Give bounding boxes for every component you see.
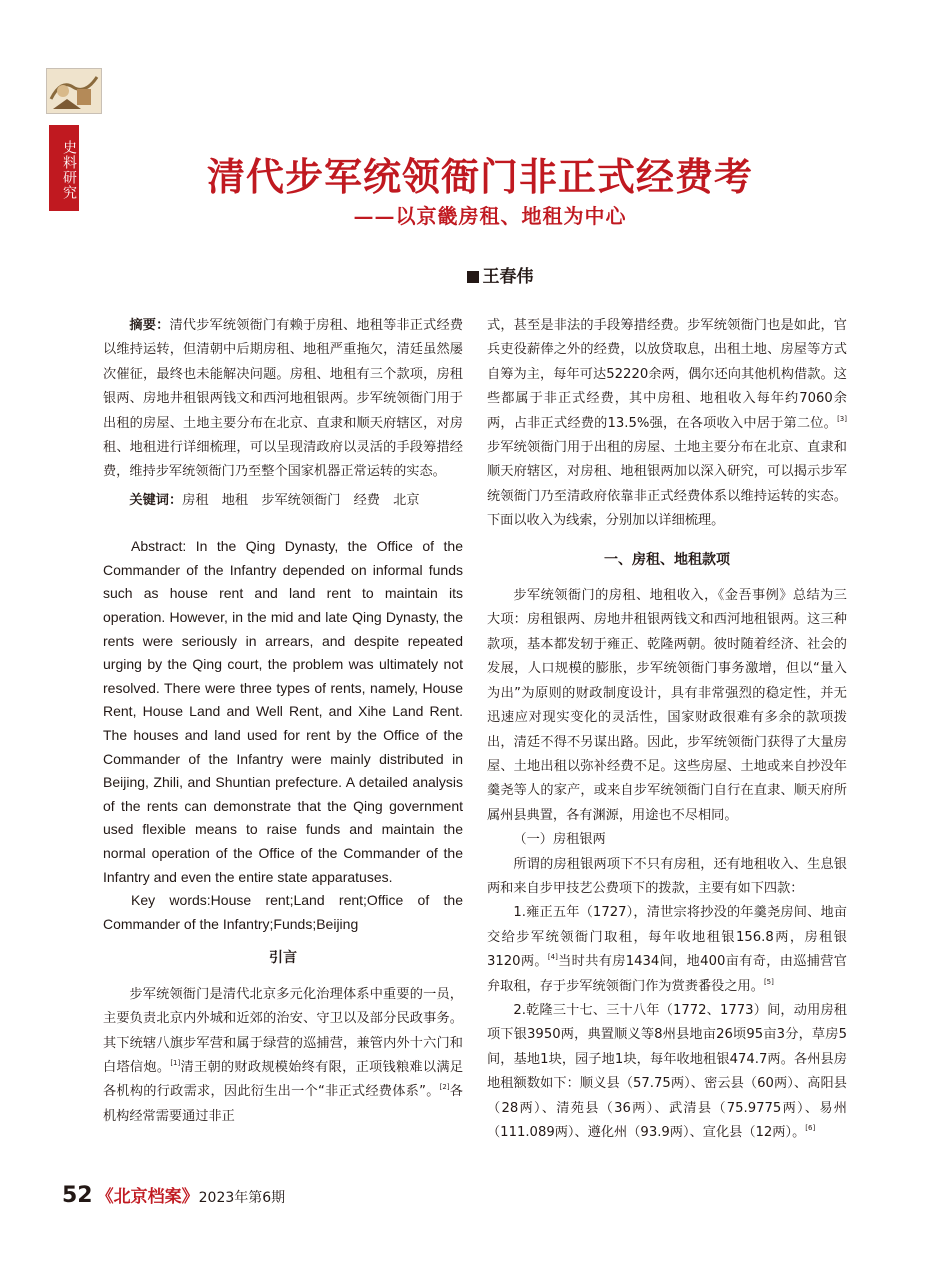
citation-1: [1] <box>170 1058 181 1067</box>
citation-6: [6] <box>805 1124 816 1132</box>
body-paragraph-3: 所谓的房租银两项下不只有房租，还有地租收入、生息银两和来自步甲技艺公费项下的拨款，主要有如下四款： <box>487 856 847 896</box>
journal-issue: 2023年第6期 <box>198 1190 286 1206</box>
page-footer <box>62 1182 285 1208</box>
left-column <box>103 314 463 1129</box>
subsection-heading-1: （一）房租银两 <box>513 832 606 848</box>
citation-3: [3] <box>837 414 847 423</box>
keywords-label: 关键词： <box>129 492 183 508</box>
intro-text-3: 各机构经常需要通过非正 <box>103 1084 463 1124</box>
citation-5: [5] <box>763 977 774 986</box>
body-text-4a: 1.雍正五年（1727），清世宗将抄没的年羹尧房间、地亩交给步军统领衙门取租，每年收地租银156.8两，房租银3120两。 <box>487 905 847 970</box>
body-paragraph-2: 步军统领衙门的房租、地租收入，《金吾事例》总结为三大项：房租银两、房地井租银两钱文和西河地租银两。这三种款项，基本都发轫于雍正、乾隆两朝。彼时随着经济、社会的发展，人口规模的膨胀，步军统领衙门事务激增，但以“量入为出”为原则的财政制度设计，具有非常强烈的稳定性，并无迅速应对现实变化的灵活性，国家财政很难有多余的款项拨出，清廷不得不另谋出路。因此，步军统领衙门获得了大量房屋、土地出租以弥补经费不足。这些房屋、土地或来自抄没年羹尧等人的家产，或来自步军统领衙门自行在直隶、顺天府所属州县典置，各有渊源，用途也不尽相同。 <box>487 588 847 823</box>
author-square-marker <box>467 271 479 283</box>
citation-4: [4] <box>547 953 558 962</box>
abstract-paragraph <box>103 314 463 485</box>
right-column <box>487 314 847 1145</box>
journal-name: 《北京档案》 <box>96 1187 199 1207</box>
author-name: 王春伟 <box>482 267 534 287</box>
section-tag: 史料研究 <box>49 125 79 211</box>
abstract-label: 摘要： <box>129 318 170 333</box>
keywords-en-text: House rent;Land rent;Office of the Commander of the Infantry;Funds;Beijing <box>103 892 463 932</box>
spacer <box>103 513 463 535</box>
abstract-text: 清代步军统领衙门有赖于房租、地租等非正式经费以维持运转，但清朝中后期房租、地租严重拖欠，清廷虽然屡次催征，最终也未能解决问题。房租、地租有三个款项，房租银两、房地井租银两钱文和西河地租银两。步军统领衙门用于出租的房屋、土地主要分布在北京、直隶和顺天府辖区，对房租、地租进行详细梳理，可以呈现清政府以灵活的手段筹措经费，维持步军统领衙门乃至整个国家机器正常运转的实态。 <box>103 318 464 480</box>
citation-2: [2] <box>439 1083 450 1092</box>
body-text-4b: 当时共有房1434间，地400亩有奇，由巡捕营官弁取租，存于步军统领衙门作为赏赉番役之用。 <box>487 954 847 994</box>
abstract-en-paragraph <box>103 535 463 889</box>
intro-heading: 引言 <box>269 950 297 967</box>
author-line <box>400 262 600 287</box>
abstract-en-text: In the Qing Dynasty, the Office of the Commander of the Infantry depended on informal funds such as house rent and land rent to maintain its operation. However, in the mid and late Qing Dynasty, the rents were seriously in arrears, and despite repeated urging by the Qing court, the problem was ultimately not resolved. There were three types of rents, namely, House Rent, House Land and Well Rent, and Xihe Land Rent. The houses and land used for rent by the Office of the Commander of the Infantry were mainly distributed in Beijing, Zhili, and Shuntian prefecture. A detailed analysis of the rents can demonstrate that the Qing government used flexible means to raise funds and maintain the normal operation of the Office of the Commander of the Infantry and even the entire state apparatuses. <box>103 538 463 885</box>
intro-text-1: 步军统领衙门是清代北京多元化治理体系中重要的一员，主要负责北京内外城和近郊的治安、守卫以及部分民政事务。其下统辖八旗步军营和属于绿营的巡捕营，兼管内外十六门和白塔信炮。 <box>103 986 463 1075</box>
section-heading-1: 一、房租、地租款项 <box>604 551 730 568</box>
body-text-2: 步军统领衙门用于出租的房屋、土地主要分布在北京、直隶和顺天府辖区，对房租、地租银两加以深入研究，可以揭示步军统领衙门乃至清政府依靠非正式经费体系以维持运转的实态。下面以收入为线索，分别加以详细梳理。 <box>487 440 847 529</box>
keywords-text: 房租 地租 步军统领衙门 经费 北京 <box>182 492 420 508</box>
body-text-5: 2.乾隆三十七、三十八年（1772、1773）间，动用房租项下银3950两，典置顺义等8州县地亩26顷95亩3分，草房5间，基地1块，园子地1块，每年收地租银474.7两。各州县房地租额数如下：顺义县（57.75两）、密云县（60两）、高阳县（28两）、清苑县（36两）、武清县（75.9775两）、易州（111.089两）、遵化州（93.9两）、宣化县（12两）。 <box>487 1002 847 1140</box>
keywords-en-paragraph <box>103 889 463 936</box>
keywords-en-label: Key words: <box>131 892 211 909</box>
intro-text-2: 清王朝的财政规模始终有限，正项钱粮难以满足各机构的行政需求，因此衍生出一个“非正式经费体系”。 <box>103 1059 464 1100</box>
body-paragraph-continued <box>487 314 847 534</box>
body-paragraph-5 <box>487 999 847 1145</box>
article-subtitle: ——以京畿房租、地租为中心 <box>353 204 627 228</box>
article-title: 清代步军统领衙门非正式经费考 <box>206 155 753 199</box>
column-logo-image <box>46 68 102 114</box>
body-paragraph-4 <box>487 901 847 999</box>
keywords-paragraph <box>103 489 463 513</box>
body-text-1: 式，甚至是非法的手段筹措经费。步军统领衙门也是如此，官兵吏役薪俸之外的经费，以放贷取息，出租土地、房屋等方式自筹为主，每年可达52220余两，偶尔还向其他机构借款。这些都属于非正式经费，其中房租、地租收入每年约7060余两，占非正式经费的13.5%强，在各项收入中居于第二位。 <box>487 318 847 431</box>
column-logo-illustration <box>47 69 101 113</box>
page-number: 52 <box>62 1183 93 1208</box>
intro-paragraph <box>103 983 463 1129</box>
abstract-en-label: Abstract: <box>131 538 196 555</box>
